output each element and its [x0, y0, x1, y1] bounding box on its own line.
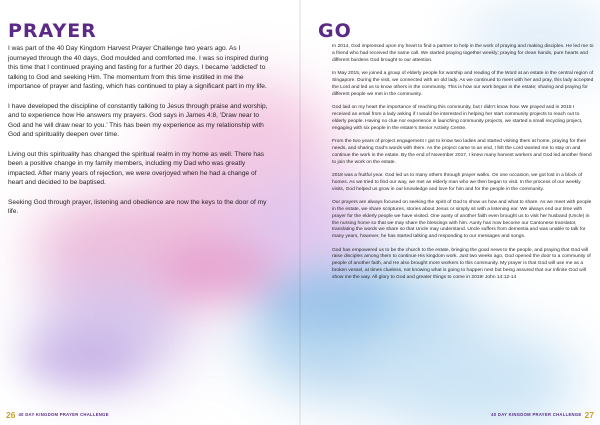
prayer-paragraph: I was part of the 40 Day Kingdom Harvest Prayer Challenge two years ago. As I journeyed through the 40 days, God moulded and comforted me. I was so inspired during this time that I continued praying and fasting for a further 20 days. I became ‘addicted’ to talking to God and seeking Him. The momentum from this time instilled in me the importance of prayer and fasting, which has continued to play a significant part in my life.: [8, 45, 269, 91]
go-paragraph: From the two years of project engagement I got to know two ladies and started visiting them at home, praying for their needs, and sharing God’s words with them. As the project came to an end, I felt the Lord wanted me to stay on and continue the work in the estate. By the end of November 2017, I knew many harvest workers and God led another friend to join the work on the estate.: [332, 138, 592, 165]
go-paragraph: Our prayers are always focused on seeking the spirit of God to show us how and what to share. As we meet with people in the estate, we share scriptures, stories about Jesus or simply sit with a listening ear. We always end our time with prayer for the elderly people we have visited. One aunty of another faith even brought us to visit her husband (Uncle) in the nursing home so that we may share the blessings with him. Aunty has now become our Cantonese translator, translating the words we share so that Uncle may understand. Uncle suffers from dementia and was unable to talk for many years, however, he has started talking and responding to our messages and songs.: [332, 199, 592, 240]
go-paragraph: 2018 was a fruitful year. God led us to many others through prayer walks. On one occasion, we got lost in a block of homes. As we tried to find our way, we met an elderly man who we then began to visit. In the process of our weekly visits, God helped us grow in our knowledge and love for him and for the people in the community.: [332, 172, 583, 192]
page-number: 27: [584, 409, 594, 420]
go-paragraph: God laid on my heart the importance of reaching this community, but I didn’t know how. We prayed and in 2015 I received an email from a lady asking if I would be interested in helping her start community projects to reach out to elderly people. Having no clue nor experience in launching community projects, we started a small recycling project, engaging with six people in the estate’s Senior Activity Centre.: [332, 104, 583, 131]
page-number: 26: [6, 409, 16, 420]
go-paragraph: In 2014, God impressed upon my heart to find a partner to help in the work of praying and making disciples. He led me to a friend who had received the same call. We started praying together weekly; praying for clean hands, pure hearts and different burdens God brought to our attention.: [332, 44, 594, 63]
go-text-column: [332, 44, 594, 288]
prayer-paragraph: Living out this spirituality has changed the spiritual realm in my home as well. There has been a positive change in my family members, including my Dad who was greatly impacted. After many years of rejection, we were overjoyed when he had a change of heart and decided to be baptised.: [8, 150, 265, 187]
right-page-footer: [491, 406, 594, 424]
publication-name: 40 DAY KINGDOM PRAYER CHALLENGE: [491, 412, 582, 418]
prayer-paragraph: Seeking God through prayer, listening and obedience are now the keys to the door of my life.: [8, 198, 267, 216]
left-page-footer: [6, 406, 109, 424]
prayer-paragraph: I have developed the discipline of constantly talking to Jesus through praise and worship, and to experience how He answers my prayers. God says in James 4:8, ‘Draw near to God and he will draw near to you.’ This has been my experience as my relationship with God and spirituality deepen over time.: [8, 102, 268, 139]
publication-name: 40 DAY KINGDOM PRAYER CHALLENGE: [18, 412, 109, 418]
go-heading: GO: [318, 20, 352, 42]
go-paragraph: God has empowered us to be the church to the estate, bringing the good news to the people, and praying that God will raise disciples among them to continue His kingdom work. Just two weeks ago, God opened the door to a community of people of another faith, and He also brought more workers to this community. My prayer is that God will use me as a broken vessel, at times clueless, not knowing what is going to happen next but being assured that our infinite God will show me the way. All glory to God and greater things to come in 2019! John 14:12-14: [332, 247, 591, 281]
go-paragraph: In May 2015, we joined a group of elderly people for worship and reading of the Word at an estate in the central region of Singapore. During the visit, we connected with an old lady. As we continued to meet with her and pray, this lady accepted the Lord and led us to know others in the community. This is how our work began in the estate; sharing and praying for different people we met in the community.: [332, 71, 594, 97]
prayer-heading: PRAYER: [8, 20, 97, 42]
prayer-text-column: [8, 44, 270, 226]
right-page: [300, 0, 600, 425]
